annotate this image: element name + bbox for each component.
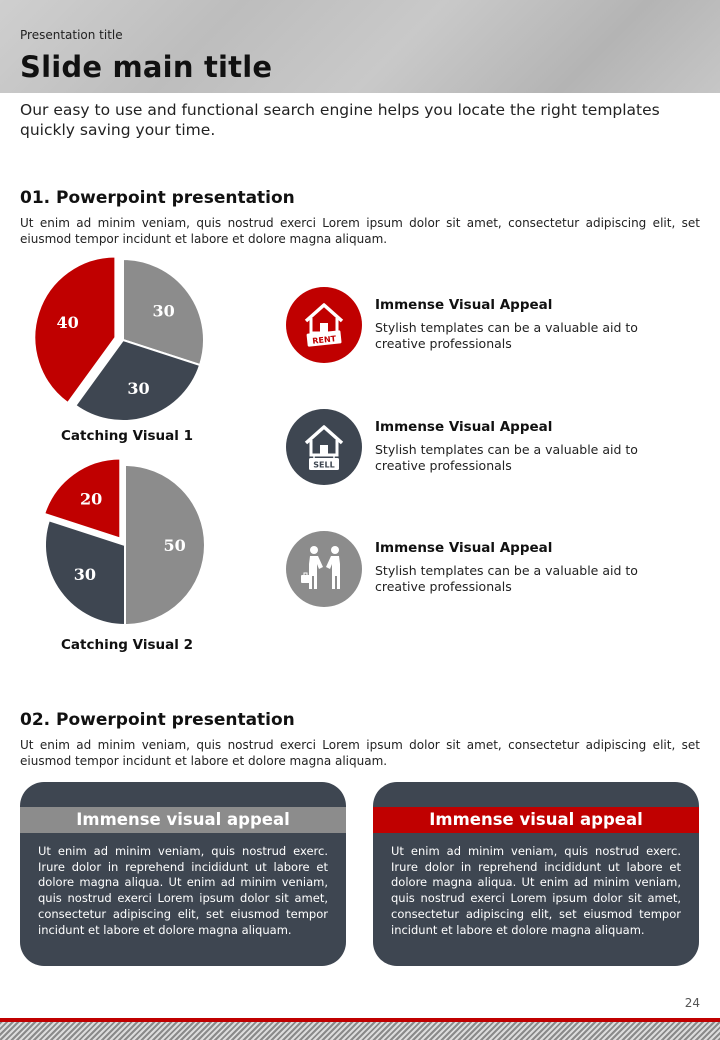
info-card-2-title: Immense visual appeal bbox=[373, 807, 699, 833]
section2-body: Ut enim ad minim veniam, quis nostrud exerci Lorem ipsum dolor sit amet, consectetur adipiscing elit, set eiusmod tempor incidunt et labore et dolore magna aliquam. bbox=[20, 738, 700, 768]
section1-body: Ut enim ad minim veniam, quis nostrud exerci Lorem ipsum dolor sit amet, consectetur adipiscing elit, set eiusmod tempor incidunt et labore et dolore magna aliquam. bbox=[20, 216, 700, 246]
sell-sign-text: SELL bbox=[313, 460, 335, 470]
slide-main-title: Slide main title bbox=[20, 50, 273, 84]
info-card-2-body: Ut enim ad minim veniam, quis nostrud exerc. Irure dolor in reprehend incididunt ut labore et dolore magna aliqua. Ut enim ad minim veniam, quis nostrud exerci Lorem ipsum dolor sit amet, consectetur adipiscing elit, set eiusmod tempor incidunt et labore et dolore magna aliquam. bbox=[391, 844, 681, 937]
pie-chart-1 bbox=[30, 252, 220, 428]
feature-3-icon-circle bbox=[286, 531, 362, 607]
feature-1-icon-circle bbox=[286, 287, 362, 363]
slide-subtitle: Our easy to use and functional search engine helps you locate the right templates quickly saving your time. bbox=[20, 101, 660, 139]
pie-2-slice-3-label: 20 bbox=[80, 489, 103, 509]
feature-2-icon-circle bbox=[286, 409, 362, 485]
header-banner bbox=[0, 0, 720, 93]
info-card-2 bbox=[373, 782, 699, 966]
rent-sign-text: RENT bbox=[311, 334, 337, 346]
info-card-1 bbox=[20, 782, 346, 966]
pie-1-slice-3-label: 40 bbox=[56, 313, 79, 333]
feature-3-title: Immense Visual Appeal bbox=[375, 540, 553, 556]
house-sell-icon bbox=[286, 409, 362, 485]
section2-heading: 02. Powerpoint presentation bbox=[20, 710, 295, 730]
feature-2-title: Immense Visual Appeal bbox=[375, 419, 553, 435]
pie-chart-2 bbox=[30, 452, 220, 636]
info-card-1-title: Immense visual appeal bbox=[20, 807, 346, 833]
feature-1-title: Immense Visual Appeal bbox=[375, 297, 553, 313]
feature-1-description: Stylish templates can be a valuable aid to creative professionals bbox=[375, 320, 638, 351]
pie-chart-1-caption: Catching Visual 1 bbox=[60, 428, 193, 444]
handshake-icon bbox=[286, 531, 362, 607]
icon-background bbox=[286, 531, 362, 607]
presentation-title: Presentation title bbox=[20, 28, 123, 42]
pie-1-slice-2-label: 30 bbox=[127, 378, 150, 398]
pie-2-slice-1-label: 50 bbox=[163, 536, 186, 555]
house-rent-icon bbox=[286, 287, 362, 363]
pie-chart-2-caption: Catching Visual 2 bbox=[60, 637, 193, 653]
section1-heading: 01. Powerpoint presentation bbox=[20, 188, 295, 208]
info-card-1-body: Ut enim ad minim veniam, quis nostrud exerc. Irure dolor in reprehend incididunt ut labore et dolore magna aliqua. Ut enim ad minim veniam, quis nostrud exerci Lorem ipsum dolor sit amet, consectetur adipiscing elit, set eiusmod tempor incidunt et labore et dolore magna aliquam. bbox=[38, 844, 328, 937]
feature-2-description: Stylish templates can be a valuable aid to creative professionals bbox=[375, 442, 638, 473]
footer-hatch-band bbox=[0, 1022, 720, 1040]
pie-2-slice-2-label: 30 bbox=[73, 565, 97, 585]
feature-3-description: Stylish templates can be a valuable aid to creative professionals bbox=[375, 563, 638, 594]
page-number: 24 bbox=[684, 996, 700, 1010]
pie-1-slice-1-label: 30 bbox=[152, 301, 175, 321]
